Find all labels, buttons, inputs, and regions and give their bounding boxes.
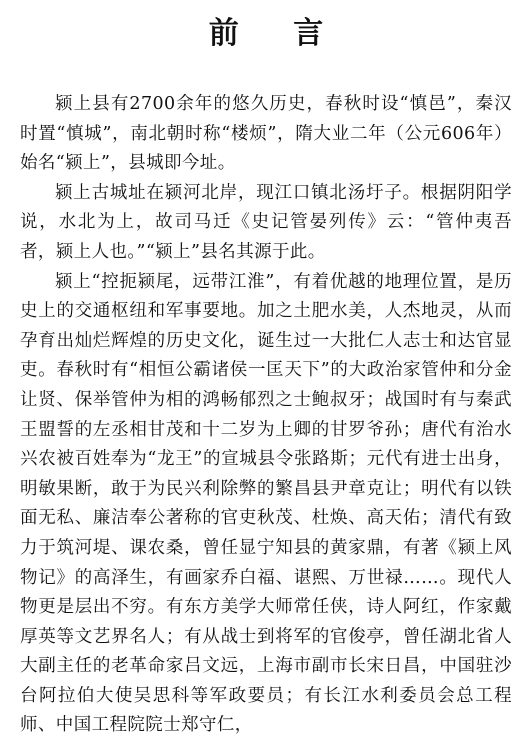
- body-text: [20, 90, 512, 741]
- paragraph: 颍上“控扼颍尾，远带江淮”，有着优越的地理位置，是历史上的交通枢纽和军事要地。加之土肥水美，人杰地灵，从而孕育出灿烂辉煌的历史文化，诞生过一大批仁人志士和达官显吏。春秋时有“相恒公霸诸侯一匡天下”的大政治家管仲和分金让贤、保举管仲为相的鸿畅郁烈之士鲍叔牙；战国时有与秦武王盟誓的左丞相甘茂和十二岁为上卿的甘罗爷孙；唐代有治水兴农被百姓奉为“龙王”的宣城县令张路斯；元代有进士出身，明敏果断，敢于为民兴利除弊的繁昌县尹章克让；明代有以铁面无私、廉洁奉公著称的官吏秋茂、杜焕、高天佑；清代有致力于筑河堤、课农桑，曾任显宁知县的黄家鼎，有著《颍上风物记》的高泽生，有画家乔白福、谌熙、万世禄……。现代人物更是层出不穷。有东方美学大师常任侠，诗人阿红，作家戴厚英等文艺界名人；有从战士到将军的官俊亭，曾任湖北省人大副主任的老革命家吕文远，上海市副市长宋日昌，中国驻沙台阿拉伯大使吴思科等军政要员；有长江水利委员会总工程师、中国工程院院士郑守仁，: [20, 271, 512, 736]
- page-title: 前 言: [208, 16, 346, 51]
- paragraph: 颍上古城址在颍河北岸，现江口镇北汤圩子。根据阴阳学说，水北为上，故司马迁《史记管晏列传》云：“管仲夷吾者，颍上人也。”“颍上”县名其源于此。: [20, 182, 512, 262]
- paragraph: 颍上县有2700余年的悠久历史，春秋时设“慎邑”，秦汉时置“慎城”，南北朝时称“楼烦”，隋大业二年（公元606年）始名“颍上”，县城即今址。: [20, 94, 512, 174]
